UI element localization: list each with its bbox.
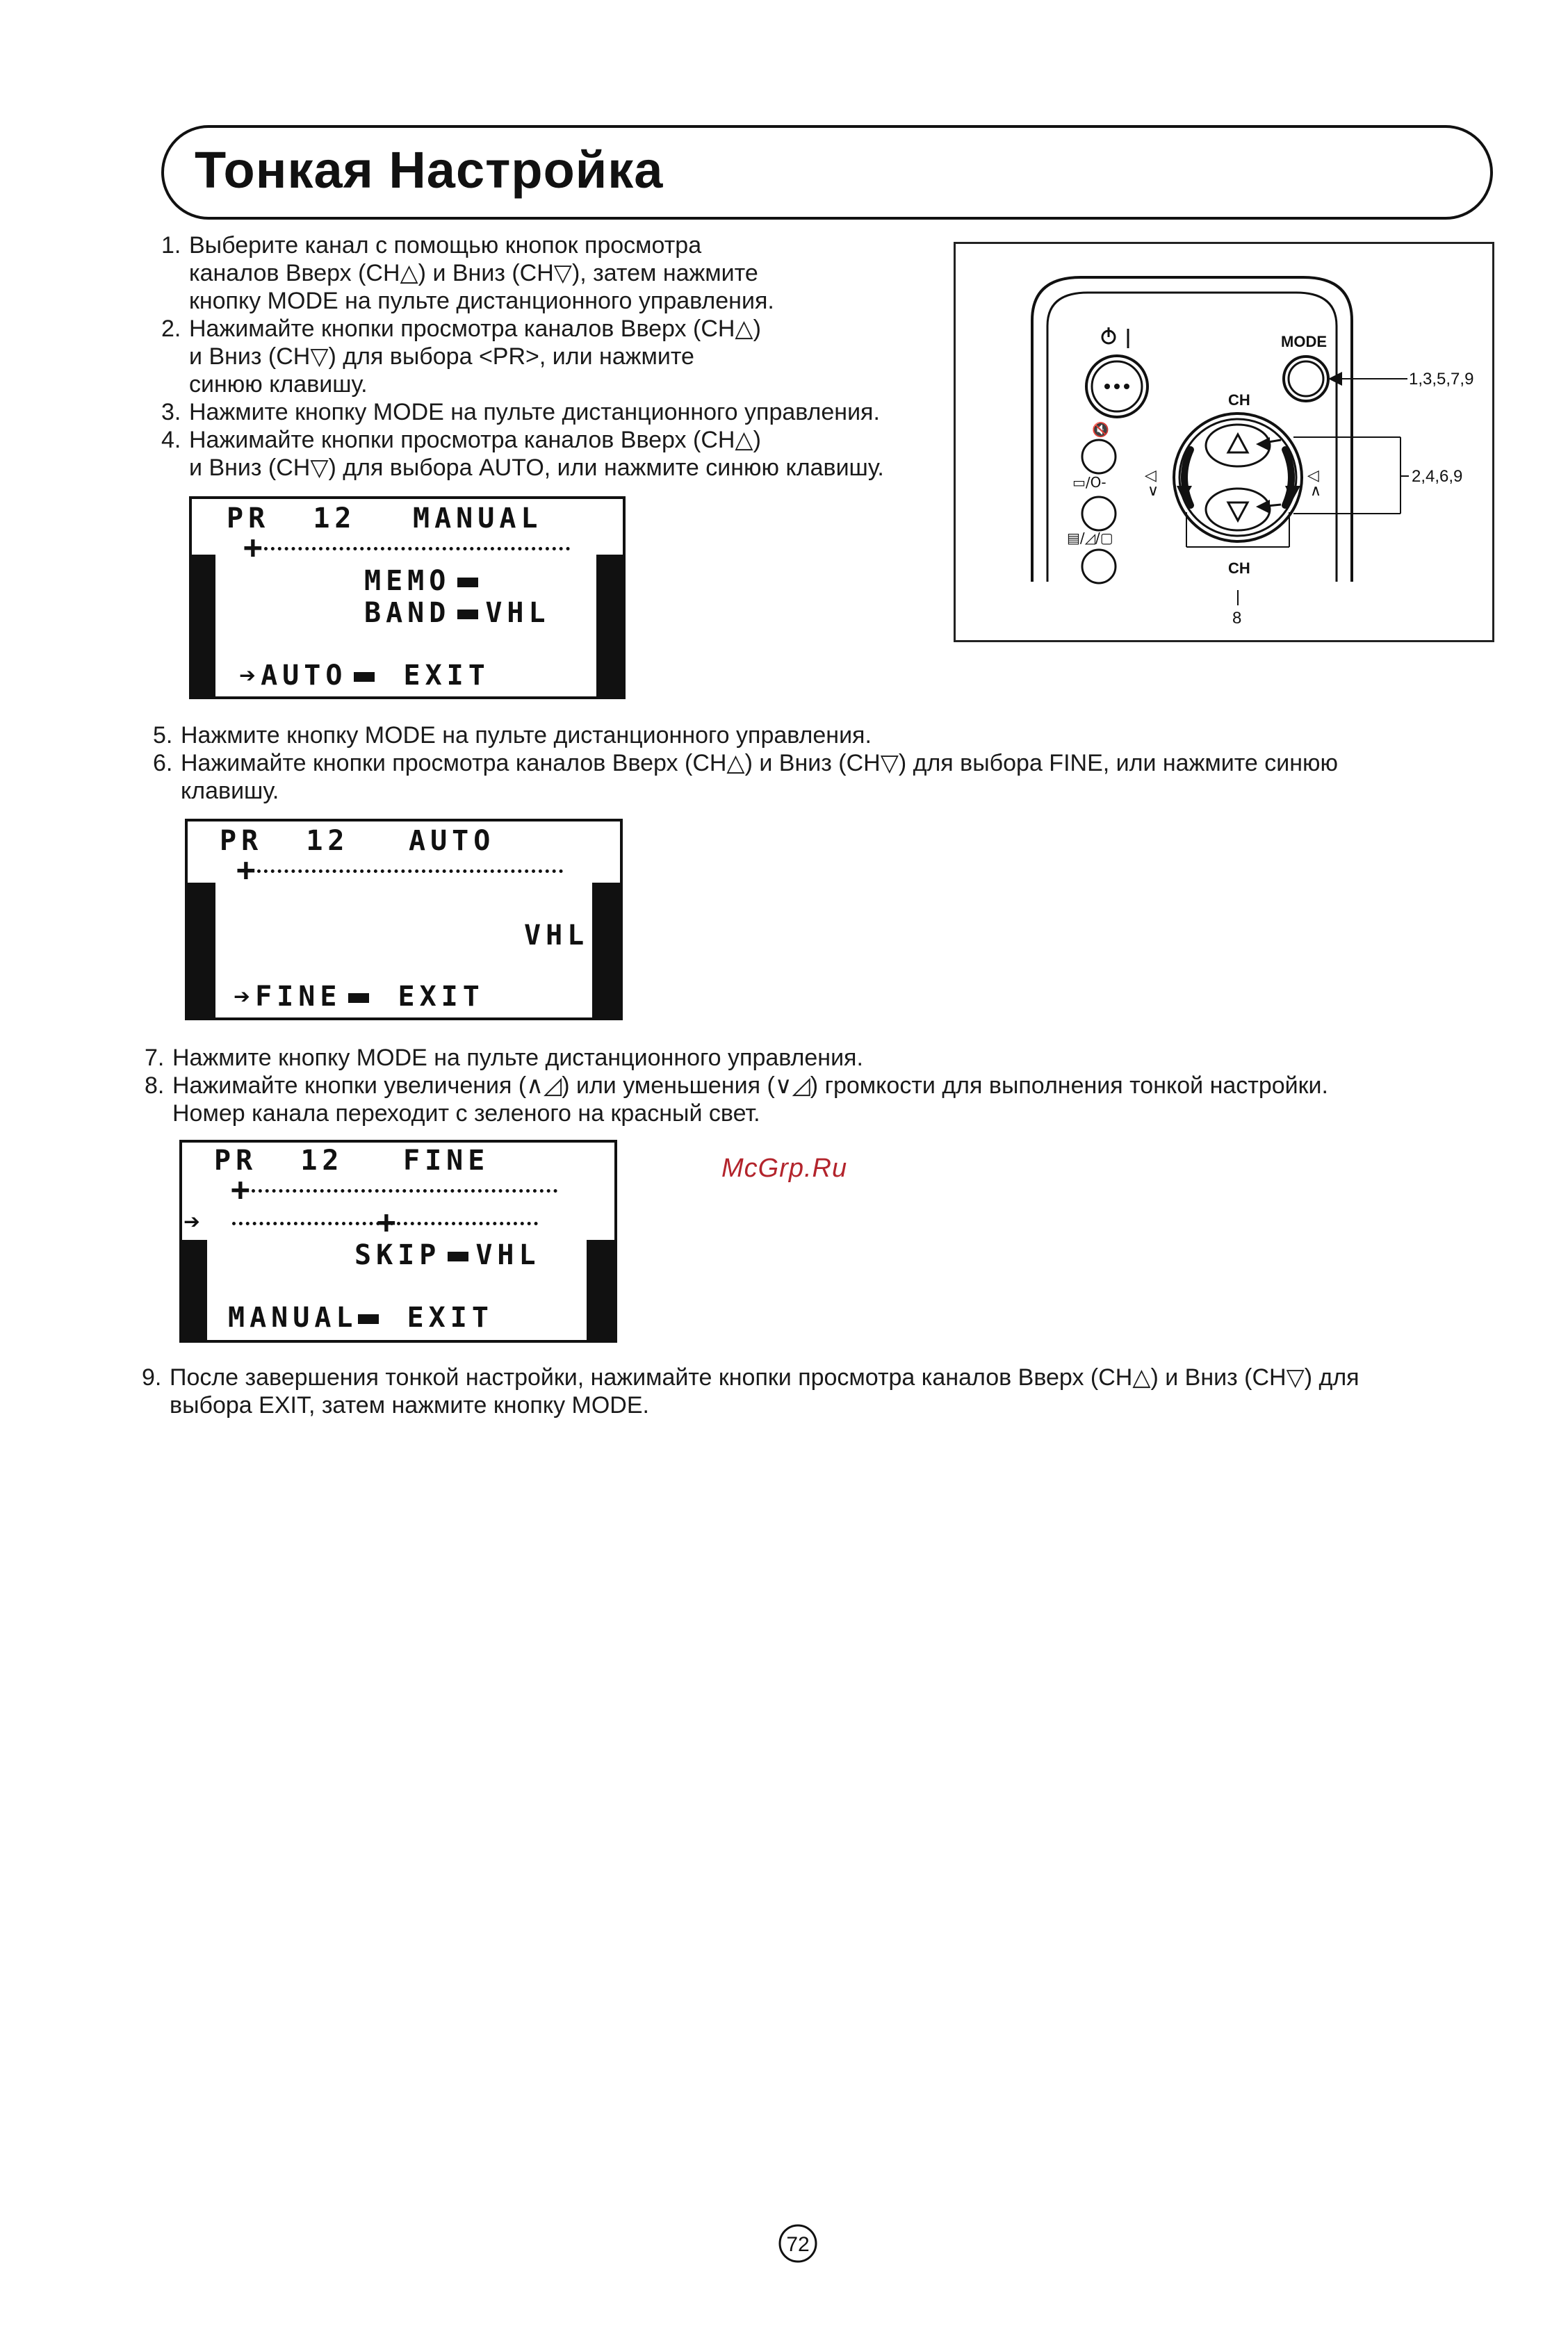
osd-band-value: VHL xyxy=(475,1239,541,1271)
osd-mode: FINE xyxy=(403,1145,490,1177)
step-text: Выберите канал с помощью кнопок просмотра каналов Вверх (CH△) и Вниз (CH▽), затем нажмите кнопку MODE на пульте дистанционного управления. xyxy=(189,232,774,314)
step-1 xyxy=(161,231,954,315)
step-number: 9. xyxy=(142,1364,162,1391)
step-text: Нажимайте кнопки просмотра каналов Вверх (CH△) и Вниз (CH▽) для выбора <PR>, или нажмите синюю клавишу. xyxy=(189,316,761,398)
osd-slider-marker: + xyxy=(243,528,263,566)
ch-top-label: CH xyxy=(1228,391,1250,409)
osd-sel-label: AUTO xyxy=(261,660,348,692)
osd-memo-label: MEMO xyxy=(364,565,451,597)
ch-bottom-label: CH xyxy=(1228,559,1250,577)
osd-slider-track xyxy=(257,869,563,873)
osd-side-bar-left xyxy=(188,883,215,1019)
osd-pr: PR 12 xyxy=(220,825,350,857)
osd-screen-manual xyxy=(189,496,626,699)
page-number-badge xyxy=(777,2223,819,2264)
svg-text:▭/O‑: ▭/O‑ xyxy=(1072,474,1106,491)
osd-sel-label: MANUAL xyxy=(228,1302,358,1334)
osd-mode: MANUAL xyxy=(413,502,543,534)
step-number: 3. xyxy=(161,399,181,425)
step-text: Нажимайте кнопки просмотра каналов Вверх (CH△) и Вниз (CH▽) для выбора FINE, или нажмите синюю клавишу. xyxy=(181,750,1339,804)
steps-group-4 xyxy=(142,1364,1497,1419)
step-8 xyxy=(145,1072,1500,1127)
step-3 xyxy=(161,398,954,426)
step-number: 6. xyxy=(153,750,173,776)
svg-text:◁: ◁ xyxy=(1307,467,1319,484)
step-2 xyxy=(161,315,954,398)
osd-sel-label: FINE xyxy=(255,981,342,1013)
steps-group-1 xyxy=(161,231,954,482)
callout-ch-steps: 2,4,6,9 xyxy=(1412,467,1463,486)
step-text: Нажмите кнопку MODE на пульте дистанционного управления. xyxy=(181,722,872,749)
osd-row-memo xyxy=(364,566,485,596)
step-number: 4. xyxy=(161,427,181,453)
osd-skip-label: SKIP xyxy=(354,1239,441,1271)
osd-screen-auto xyxy=(185,819,623,1020)
svg-text:∧: ∧ xyxy=(1310,482,1322,500)
osd-pr: PR 12 xyxy=(214,1145,344,1177)
svg-text:∨: ∨ xyxy=(1148,482,1159,500)
osd-fine-marker: + xyxy=(377,1203,396,1241)
osd-band-label: BAND xyxy=(364,597,451,629)
watermark: McGrp.Ru xyxy=(721,1154,848,1183)
osd-row-select xyxy=(234,981,484,1012)
step-text: Нажимайте кнопки увеличения (∧◿) или уменьшения (∨◿) громкости для выполнения тонкой настройки. Номер канала переходит с зеленого на красный свет. xyxy=(172,1072,1328,1127)
page-title: Тонкая Настройка xyxy=(195,141,664,199)
osd-side-bar-left xyxy=(182,1240,207,1340)
svg-text:🔇: 🔇 xyxy=(1092,421,1109,438)
osd-screen-fine xyxy=(179,1140,617,1343)
mode-label: MODE xyxy=(1281,333,1327,350)
svg-text:◁: ◁ xyxy=(1145,467,1157,484)
step-text: После завершения тонкой настройки, нажимайте кнопки просмотра каналов Вверх (CH△) и Вниз (CH▽) для выбора EXIT, затем нажмите кнопку MODE. xyxy=(170,1364,1359,1419)
osd-exit-label: EXIT xyxy=(398,981,484,1013)
step-4 xyxy=(161,426,954,482)
step-text: Нажимайте кнопки просмотра каналов Вверх (CH△) и Вниз (CH▽) для выбора AUTO, или нажмите синюю клавишу. xyxy=(189,427,884,481)
step-number: 7. xyxy=(145,1045,165,1071)
osd-slider-marker: + xyxy=(236,851,256,888)
svg-text:▤/◿/▢: ▤/◿/▢ xyxy=(1067,530,1113,546)
osd-row-skip xyxy=(354,1240,541,1270)
steps-group-3 xyxy=(145,1044,1500,1127)
osd-arrow-icon: ➔ xyxy=(234,981,256,1013)
step-6 xyxy=(153,749,1501,805)
osd-arrow-icon: ➔ xyxy=(239,660,261,692)
steps-group-2 xyxy=(153,721,1501,805)
osd-row-select xyxy=(239,660,490,691)
osd-slider-track xyxy=(252,1189,557,1193)
step-5 xyxy=(153,721,1501,749)
remote-illustration xyxy=(956,244,1492,640)
osd-side-bar-right xyxy=(587,1240,614,1340)
step-number: 2. xyxy=(161,316,181,342)
callout-mode-steps: 1,3,5,7,9 xyxy=(1409,370,1474,389)
osd-band-value: VHL xyxy=(524,919,589,951)
osd-exit-label: EXIT xyxy=(403,660,490,692)
step-number: 1. xyxy=(161,232,181,259)
osd-exit-label: EXIT xyxy=(407,1302,493,1334)
osd-row-band xyxy=(364,598,550,628)
osd-side-bar-left xyxy=(192,555,215,696)
remote-diagram xyxy=(954,242,1494,642)
step-number: 5. xyxy=(153,722,173,749)
osd-slider-track xyxy=(264,547,570,550)
step-number: 8. xyxy=(145,1072,165,1099)
osd-band-value: VHL xyxy=(485,597,550,629)
step-text: Нажмите кнопку MODE на пульте дистанционного управления. xyxy=(189,399,880,425)
osd-fine-arrow-icon: ➔ xyxy=(183,1206,206,1238)
osd-side-bar-right xyxy=(596,555,623,696)
step-7 xyxy=(145,1044,1500,1072)
osd-side-bar-right xyxy=(592,883,620,1019)
callout-8: 8 xyxy=(1232,609,1242,628)
step-9 xyxy=(142,1364,1497,1419)
osd-row-select xyxy=(228,1302,493,1333)
osd-mode: AUTO xyxy=(409,825,496,857)
step-text: Нажмите кнопку MODE на пульте дистанционного управления. xyxy=(172,1045,863,1071)
page-number: 72 xyxy=(786,2233,810,2256)
osd-slider-marker: + xyxy=(231,1170,250,1208)
osd-pr: PR 12 xyxy=(227,502,357,534)
